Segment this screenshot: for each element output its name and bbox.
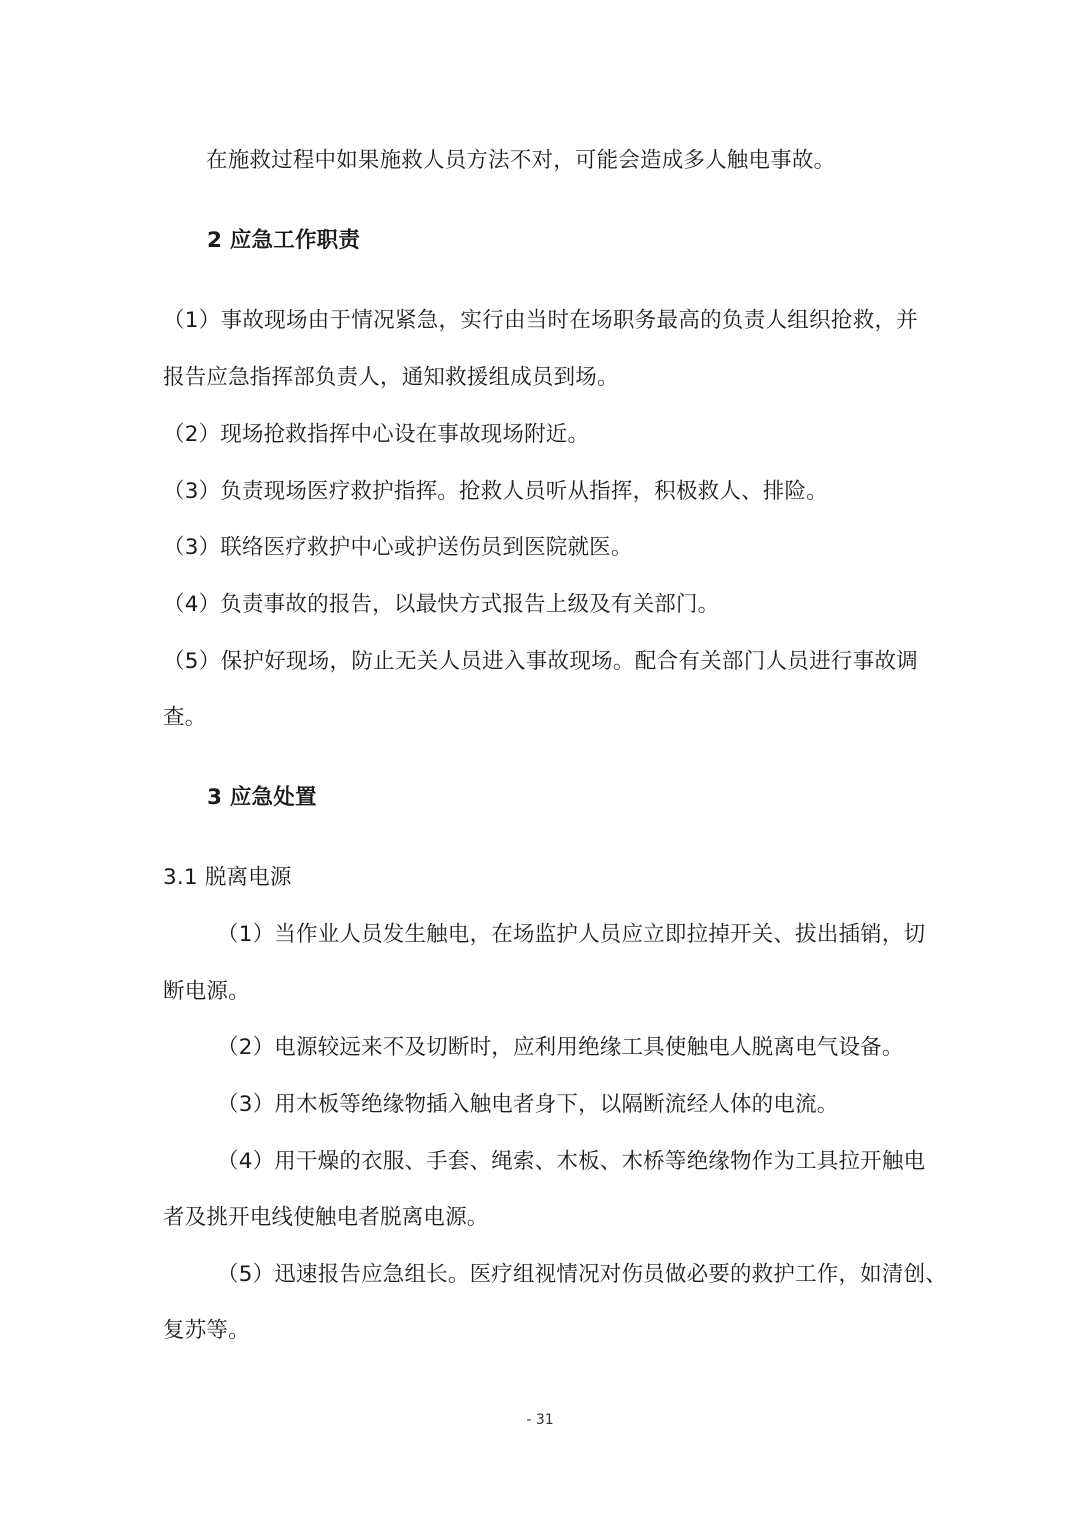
- section-3-item-1-line-1: （1）当作业人员发生触电，在场监护人员应立即拉掉开关、拔出插销，切: [217, 922, 926, 947]
- section-2-item-6-line-1: （5）保护好现场，防止无关人员进入事故现场。配合有关部门人员进行事故调: [163, 649, 918, 674]
- section-3-item-5-line-2: 复苏等。: [163, 1318, 250, 1343]
- intro-paragraph: 在施救过程中如果施救人员方法不对，可能会造成多人触电事故。: [206, 148, 836, 173]
- section-2-item-5: （4）负责事故的报告，以最快方式报告上级及有关部门。: [163, 592, 720, 617]
- section-2-item-2: （2）现场抢救指挥中心设在事故现场附近。: [163, 422, 590, 447]
- page-number: - 31: [526, 1412, 554, 1428]
- section-2-item-3: （3）负责现场医疗救护指挥。抢救人员听从指挥，积极救人、排险。: [163, 479, 828, 504]
- section-3-heading: 3 应急处置: [207, 785, 317, 810]
- section-2-item-1-line-2: 报告应急指挥部负责人，通知救援组成员到场。: [163, 365, 619, 390]
- section-2-item-4: （3）联络医疗救护中心或护送伤员到医院就医。: [163, 535, 633, 560]
- section-2-item-6-line-2: 查。: [163, 705, 207, 730]
- section-3-item-2: （2）电源较远来不及切断时，应利用绝缘工具使触电人脱离电气设备。: [217, 1035, 904, 1060]
- section-3-item-5-line-1: （5）迅速报告应急组长。医疗组视情况对伤员做必要的救护工作，如清创、: [217, 1262, 947, 1287]
- section-3-1-subheading: 3.1 脱离电源: [163, 865, 292, 890]
- section-2-heading: 2 应急工作职责: [207, 228, 361, 253]
- section-3-item-4-line-2: 者及挑开电线使触电者脱离电源。: [163, 1205, 489, 1230]
- section-3-item-3: （3）用木板等绝缘物插入触电者身下，以隔断流经人体的电流。: [217, 1092, 839, 1117]
- section-3-item-4-line-1: （4）用干燥的衣服、手套、绳索、木板、木桥等绝缘物作为工具拉开触电: [217, 1149, 926, 1174]
- section-2-item-1-line-1: （1）事故现场由于情况紧急，实行由当时在场职务最高的负责人组织抢救，并: [163, 308, 918, 333]
- section-3-item-1-line-2: 断电源。: [163, 979, 250, 1004]
